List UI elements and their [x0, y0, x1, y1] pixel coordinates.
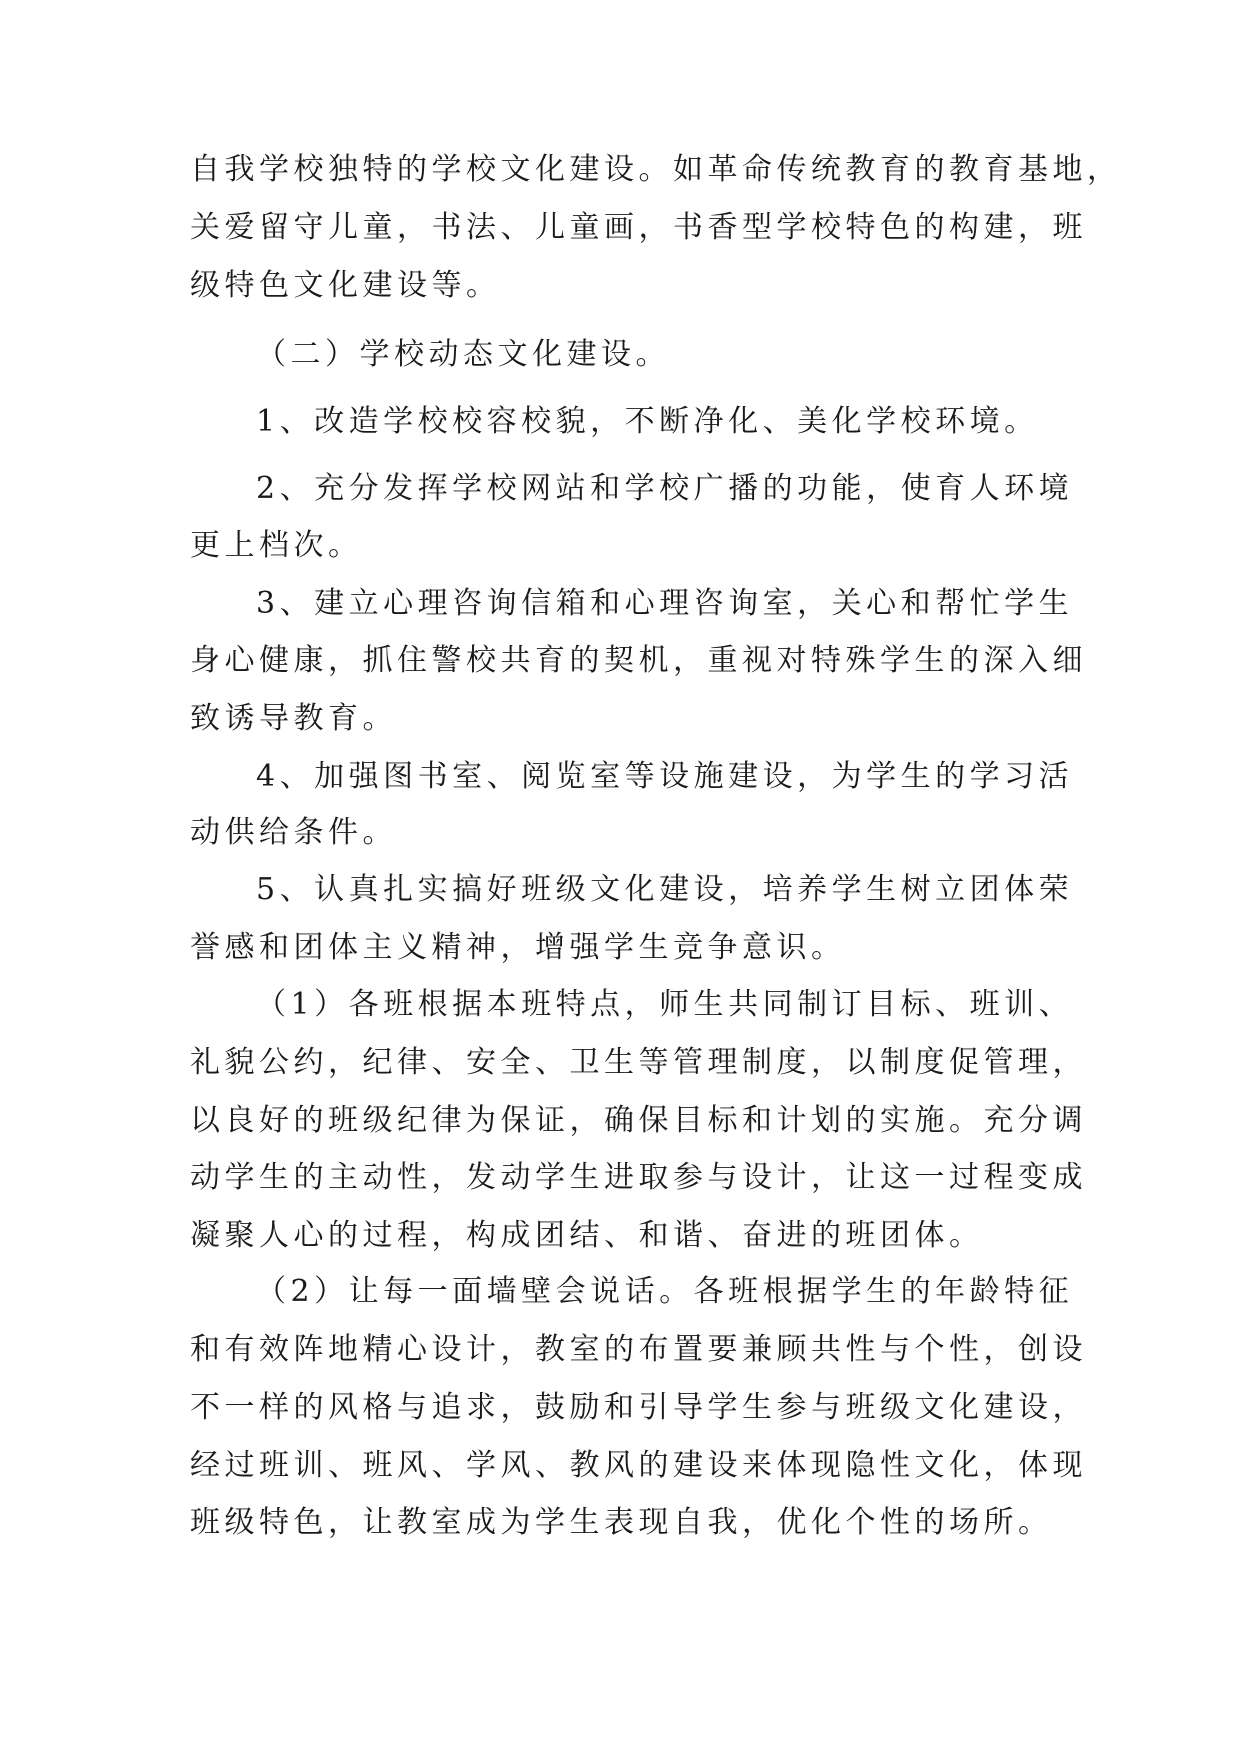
sub-item-1-line-4: 动学生的主动性，发动学生进取参与设计，让这一过程变成: [190, 1160, 1087, 1195]
list-item-3-line-1: 3、建立心理咨询信箱和心理咨询室，关心和帮忙学生: [256, 586, 1074, 621]
sub-item-2-line-5: 班级特色，让教室成为学生表现自我，优化个性的场所。: [190, 1505, 1053, 1540]
list-item-3-line-3: 致诱导教育。: [190, 701, 397, 736]
list-item-5-line-2: 誉感和团体主义精神，增强学生竞争意识。: [190, 930, 846, 965]
list-item-1: 1、改造学校校容校貌，不断净化、美化学校环境。: [256, 404, 1039, 439]
list-item-5-line-1: 5、认真扎实搞好班级文化建设，培养学生树立团体荣: [256, 872, 1074, 907]
list-item-4-line-1: 4、加强图书室、阅览室等设施建设，为学生的学习活: [256, 759, 1074, 794]
sub-item-2-line-3: 不一样的风格与追求，鼓励和引导学生参与班级文化建设，: [190, 1390, 1087, 1425]
sub-item-2-line-2: 和有效阵地精心设计，教室的布置要兼顾共性与个性，创设: [190, 1332, 1087, 1367]
sub-item-2-line-1: （2）让每一面墙壁会说话。各班根据学生的年龄特征: [256, 1274, 1074, 1309]
sub-item-1-line-1: （1）各班根据本班特点，师生共同制订目标、班训、: [256, 987, 1074, 1022]
sub-item-1-line-2: 礼貌公约，纪律、安全、卫生等管理制度，以制度促管理，: [190, 1045, 1087, 1080]
list-item-2-line-2: 更上档次。: [190, 528, 363, 563]
sub-item-1-line-5: 凝聚人心的过程，构成团结、和谐、奋进的班团体。: [190, 1218, 984, 1253]
text-line-3: 级特色文化建设等。: [190, 268, 501, 303]
sub-item-1-line-3: 以良好的班级纪律为保证，确保目标和计划的实施。充分调: [190, 1103, 1087, 1138]
list-item-3-line-2: 身心健康，抓住警校共育的契机，重视对特殊学生的深入细: [190, 643, 1087, 678]
sub-item-2-line-4: 经过班训、班风、学风、教风的建设来体现隐性文化，体现: [190, 1448, 1087, 1483]
list-item-4-line-2: 动供给条件。: [190, 815, 397, 850]
list-item-2-line-1: 2、充分发挥学校网站和学校广播的功能，使育人环境: [256, 471, 1074, 506]
section-heading: （二）学校动态文化建设。: [256, 337, 670, 372]
text-line-1: 自我学校独特的学校文化建设。如革命传统教育的教育基地，: [190, 152, 1122, 187]
text-line-2: 关爱留守儿童，书法、儿童画，书香型学校特色的构建，班: [190, 210, 1087, 245]
